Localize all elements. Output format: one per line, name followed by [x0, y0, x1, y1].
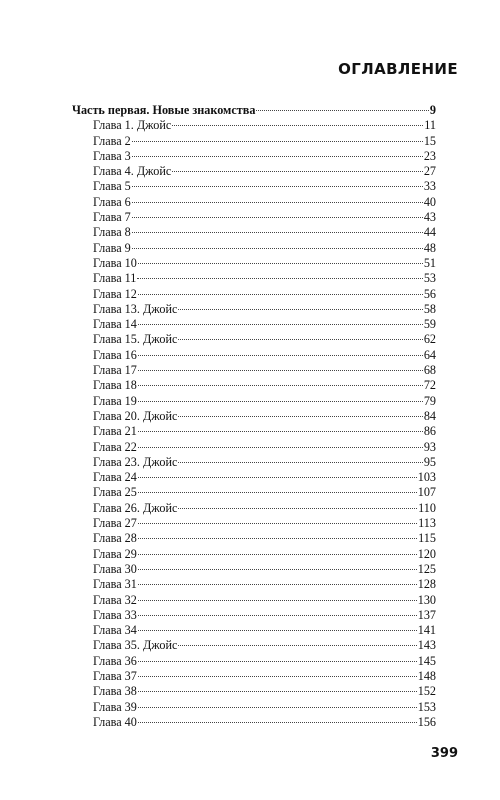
toc-dot-leader — [132, 156, 423, 157]
toc-entry-page: 107 — [417, 485, 436, 500]
toc-entry-page: 130 — [417, 592, 436, 607]
toc-entry-title: Глава 15. Джойс — [93, 332, 178, 347]
toc-chapter-entry — [72, 501, 436, 516]
toc-entry-page: 68 — [423, 363, 436, 378]
toc-entry-title: Глава 39 — [93, 699, 137, 714]
toc-entry-title: Глава 24 — [93, 470, 137, 485]
toc-chapter-entry — [72, 348, 436, 363]
toc-entry-title: Глава 17 — [93, 363, 137, 378]
toc-entry-page: 156 — [417, 714, 436, 729]
toc-chapter-entry — [72, 378, 436, 393]
toc-entry-page: 128 — [417, 577, 436, 592]
toc-entry-title: Глава 7 — [93, 210, 131, 225]
toc-entry-page: 141 — [417, 623, 436, 638]
toc-chapter-entry — [72, 700, 436, 715]
toc-chapter-entry — [72, 547, 436, 562]
toc-entry-title: Глава 11 — [93, 271, 137, 286]
toc-entry-title: Глава 31 — [93, 577, 137, 592]
toc-entry-title: Глава 34 — [93, 623, 137, 638]
toc-entry-title: Глава 12 — [93, 286, 137, 301]
toc-dot-leader — [138, 615, 417, 616]
toc-entry-page: 115 — [418, 531, 436, 546]
toc-dot-leader — [138, 569, 417, 570]
toc-chapter-entry — [72, 455, 436, 470]
toc-entry-page: 95 — [423, 454, 436, 469]
toc-chapter-entry — [72, 669, 436, 684]
toc-chapter-entry — [72, 715, 436, 730]
toc-chapter-entry — [72, 684, 436, 699]
toc-entry-page: 125 — [417, 561, 436, 576]
toc-entry-title: Глава 37 — [93, 668, 137, 683]
toc-dot-leader — [137, 278, 422, 279]
toc-dot-leader — [132, 248, 423, 249]
toc-entry-title: Глава 19 — [93, 393, 137, 408]
toc-entry-title: Глава 28 — [93, 531, 137, 546]
toc-entry-title: Глава 21 — [93, 424, 137, 439]
toc-entry-page: 72 — [423, 378, 436, 393]
toc-entry-page: 43 — [423, 210, 436, 225]
toc-entry-title: Глава 22 — [93, 439, 137, 454]
toc-entry-title: Глава 1. Джойс — [93, 118, 172, 133]
toc-dot-leader — [138, 294, 423, 295]
toc-entry-title: Глава 2 — [93, 133, 131, 148]
toc-entry-title: Глава 30 — [93, 561, 137, 576]
toc-chapter-entry — [72, 623, 436, 638]
toc-chapter-entry — [72, 287, 436, 302]
toc-dot-leader — [138, 691, 417, 692]
toc-entry-page: 51 — [423, 255, 436, 270]
toc-entry-page: 79 — [423, 393, 436, 408]
toc-dot-leader — [178, 309, 422, 310]
toc-entry-page: 103 — [417, 470, 436, 485]
toc-chapter-entry — [72, 317, 436, 332]
toc-entry-title: Глава 26. Джойс — [93, 500, 178, 515]
toc-entry-title: Глава 40 — [93, 714, 137, 729]
toc-dot-leader — [138, 263, 423, 264]
toc-chapter-entry — [72, 409, 436, 424]
toc-entry-title: Часть первая. Новые знакомства — [72, 103, 256, 117]
toc-chapter-entry — [72, 516, 436, 531]
toc-entry-title: Глава 25 — [93, 485, 137, 500]
toc-dot-leader — [138, 584, 417, 585]
toc-entry-title: Глава 35. Джойс — [93, 638, 178, 653]
toc-entry-page: 58 — [423, 301, 436, 316]
toc-dot-leader — [138, 523, 417, 524]
toc-chapter-entry — [72, 608, 436, 623]
toc-chapter-entry — [72, 562, 436, 577]
toc-entry-page: 93 — [423, 439, 436, 454]
toc-entry-page: 40 — [423, 194, 436, 209]
page-number: 399 — [430, 746, 458, 761]
toc-chapter-entry — [72, 164, 436, 179]
toc-entry-title: Глава 13. Джойс — [93, 301, 178, 316]
toc-chapter-entry — [72, 440, 436, 455]
toc-entry-page: 152 — [417, 684, 436, 699]
toc-dot-leader — [138, 538, 417, 539]
toc-entry-title: Глава 10 — [93, 255, 137, 270]
toc-chapter-entry — [72, 225, 436, 240]
toc-dot-leader — [132, 202, 423, 203]
toc-chapter-entry — [72, 179, 436, 194]
toc-entry-page: 23 — [423, 148, 436, 163]
toc-entry-title: Глава 8 — [93, 225, 131, 240]
toc-dot-leader — [132, 217, 423, 218]
toc-part-entry — [72, 103, 436, 118]
toc-chapter-entry — [72, 271, 436, 286]
toc-dot-leader — [132, 141, 423, 142]
toc-entry-page: 120 — [417, 546, 436, 561]
toc-entry-page: 153 — [417, 699, 436, 714]
toc-entry-page: 33 — [423, 179, 436, 194]
toc-chapter-entry — [72, 149, 436, 164]
toc-chapter-entry — [72, 118, 436, 133]
toc-entry-title: Глава 27 — [93, 516, 137, 531]
toc-entry-title: Глава 36 — [93, 653, 137, 668]
toc-dot-leader — [172, 125, 423, 126]
toc-dot-leader — [178, 508, 417, 509]
toc-entry-title: Глава 33 — [93, 607, 137, 622]
toc-dot-leader — [138, 661, 417, 662]
toc-dot-leader — [138, 431, 423, 432]
toc-entry-page: 27 — [423, 164, 436, 179]
toc-dot-leader — [172, 171, 422, 172]
toc-entry-title: Глава 14 — [93, 317, 137, 332]
toc-entry-title: Глава 18 — [93, 378, 137, 393]
toc-entry-page: 64 — [423, 347, 436, 362]
toc-entry-title: Глава 3 — [93, 148, 131, 163]
toc-chapter-entry — [72, 470, 436, 485]
toc-entry-page: 84 — [423, 408, 436, 423]
toc-chapter-entry — [72, 241, 436, 256]
toc-entry-title: Глава 32 — [93, 592, 137, 607]
toc-dot-leader — [178, 416, 422, 417]
toc-entry-page: 15 — [423, 133, 436, 148]
toc-dot-leader — [132, 232, 423, 233]
toc-entry-page: 145 — [417, 653, 436, 668]
toc-entry-page: 86 — [423, 424, 436, 439]
toc-entry-title: Глава 38 — [93, 684, 137, 699]
toc-dot-leader — [138, 676, 417, 677]
toc-entry-title: Глава 5 — [93, 179, 131, 194]
toc-chapter-entry — [72, 577, 436, 592]
toc-entry-page: 137 — [417, 607, 436, 622]
toc-entry-page: 48 — [423, 240, 436, 255]
toc-dot-leader — [138, 401, 423, 402]
toc-chapter-entry — [72, 134, 436, 149]
toc-entry-page: 56 — [423, 286, 436, 301]
toc-chapter-entry — [72, 195, 436, 210]
toc-entry-title: Глава 23. Джойс — [93, 454, 178, 469]
toc-entry-title: Глава 4. Джойс — [93, 164, 172, 179]
toc-dot-leader — [178, 645, 416, 646]
toc-dot-leader — [138, 554, 417, 555]
toc-chapter-entry — [72, 638, 436, 653]
table-of-contents — [72, 103, 436, 730]
toc-dot-leader — [138, 477, 417, 478]
toc-chapter-entry — [72, 531, 436, 546]
toc-entry-page: 11 — [424, 118, 436, 133]
toc-entry-page: 59 — [423, 317, 436, 332]
toc-entry-page: 143 — [417, 638, 436, 653]
toc-chapter-entry — [72, 394, 436, 409]
toc-chapter-entry — [72, 363, 436, 378]
toc-chapter-entry — [72, 654, 436, 669]
toc-dot-leader — [138, 630, 417, 631]
toc-dot-leader — [138, 707, 417, 708]
toc-dot-leader — [178, 462, 422, 463]
toc-entry-page: 148 — [417, 668, 436, 683]
toc-chapter-entry — [72, 256, 436, 271]
toc-chapter-entry — [72, 210, 436, 225]
toc-dot-leader — [138, 370, 423, 371]
toc-entry-page: 44 — [423, 225, 436, 240]
toc-entry-page: 113 — [418, 516, 436, 531]
toc-entry-title: Глава 20. Джойс — [93, 408, 178, 423]
toc-chapter-entry — [72, 332, 436, 347]
toc-dot-leader — [138, 600, 417, 601]
toc-dot-leader — [138, 447, 423, 448]
toc-dot-leader — [178, 339, 422, 340]
toc-dot-leader — [138, 722, 417, 723]
toc-chapter-entry — [72, 593, 436, 608]
toc-dot-leader — [256, 110, 428, 111]
toc-dot-leader — [138, 355, 423, 356]
toc-entry-title: Глава 29 — [93, 546, 137, 561]
toc-dot-leader — [132, 186, 423, 187]
toc-entry-title: Глава 9 — [93, 240, 131, 255]
toc-entry-page: 9 — [429, 103, 436, 117]
toc-chapter-entry — [72, 485, 436, 500]
toc-entry-title: Глава 16 — [93, 347, 137, 362]
toc-entry-page: 110 — [418, 500, 436, 515]
toc-chapter-entry — [72, 424, 436, 439]
toc-entry-page: 62 — [423, 332, 436, 347]
toc-entry-title: Глава 6 — [93, 194, 131, 209]
toc-chapter-entry — [72, 302, 436, 317]
toc-dot-leader — [138, 492, 417, 493]
toc-entry-page: 53 — [423, 271, 436, 286]
toc-dot-leader — [138, 385, 423, 386]
page-heading: ОГЛАВЛЕНИЕ — [338, 60, 458, 78]
toc-dot-leader — [138, 324, 423, 325]
